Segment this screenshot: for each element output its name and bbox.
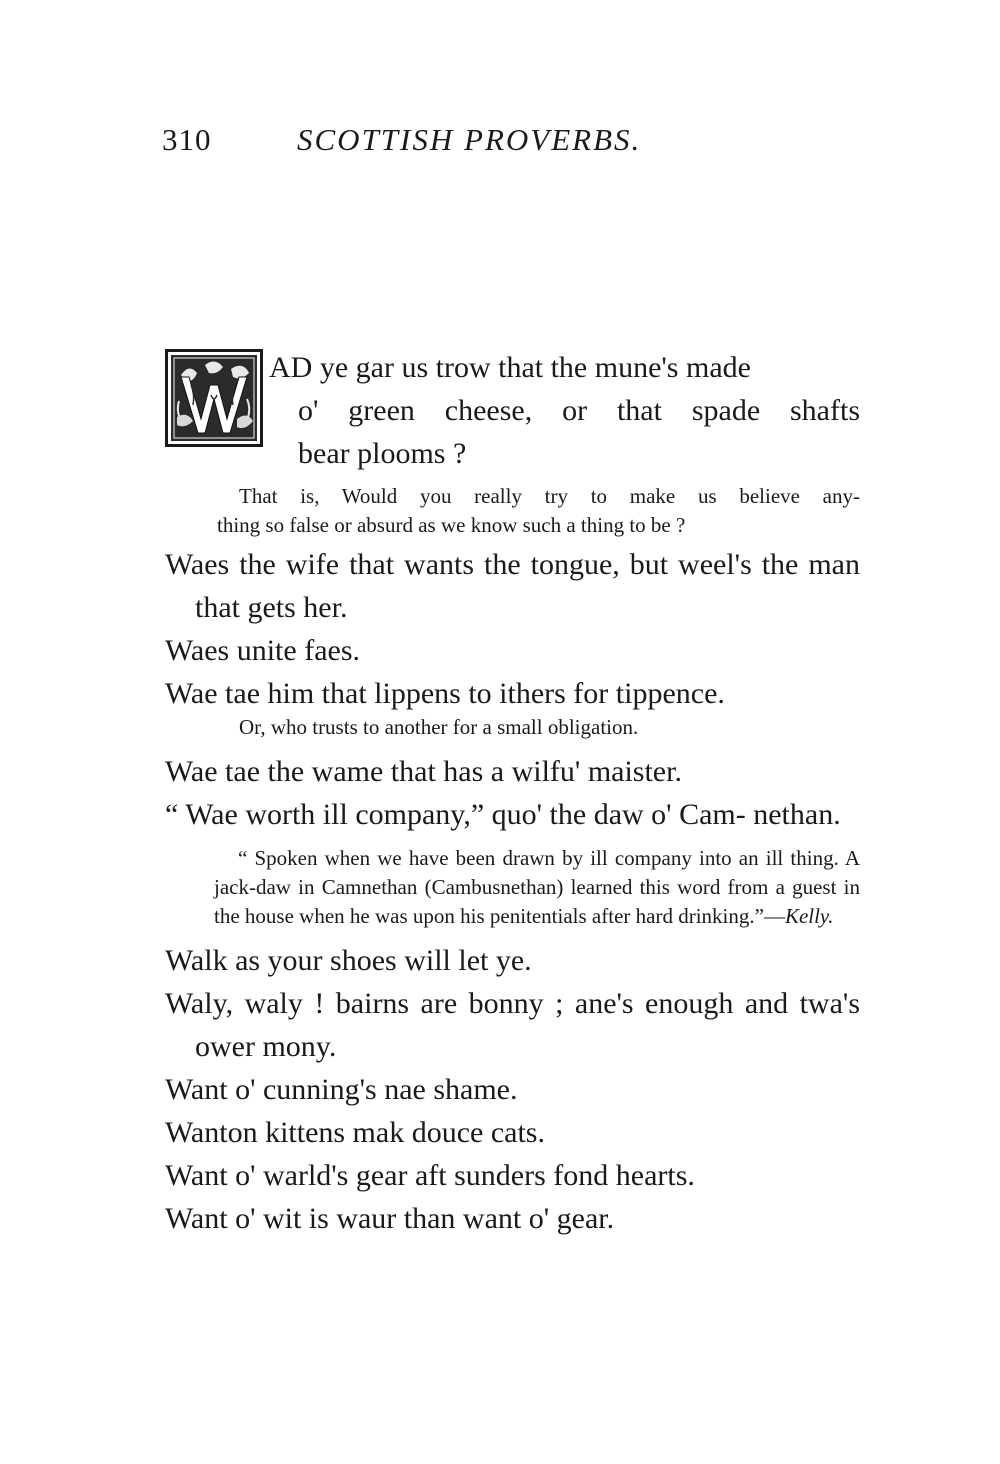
proverb-item: Want o' cunning's nae shame. xyxy=(165,1073,518,1106)
page-header xyxy=(162,122,862,170)
footnote-explanation: Or, who trusts to another for a small obligation. xyxy=(239,715,639,739)
proverb-item: Waes the wife that wants the tongue, but weel's the man that gets her. xyxy=(165,548,860,624)
footnote-attribution: Kelly. xyxy=(784,904,834,928)
page-body xyxy=(165,343,860,1240)
proverb-item: Waly, waly ! bairns are bonny ; ane's enough and twa's ower mony. xyxy=(165,987,860,1063)
opening-line-2: o' green cheese, or that spade shafts xyxy=(298,394,860,427)
footnote-quotation xyxy=(214,844,860,931)
proverb-item: Want o' wit is waur than want o' gear. xyxy=(165,1202,615,1235)
proverb-item: Want o' warld's gear aft sunders fond hearts. xyxy=(165,1159,695,1192)
opening-line-1: AD ye gar us trow that the mune's made xyxy=(269,351,751,384)
running-title: SCOTTISH PROVERBS. xyxy=(297,122,642,157)
proverb-item: Walk as your shoes will let ye. xyxy=(165,944,532,977)
page-number: 310 xyxy=(162,122,212,157)
proverb-item: Wae tae the wame that has a wilfu' maister. xyxy=(165,755,682,788)
proverb-item: Wanton kittens mak douce cats. xyxy=(165,1116,545,1149)
footnote-quote-text: “ Spoken when we have been drawn by ill company into an ill thing. A jack-daw in Camnethan (Cambusnethan) learned this word from a guest in the house when he was upon his penitentials after hard drinking.”— xyxy=(214,846,860,928)
drop-cap xyxy=(165,349,263,447)
footnote-line-2: thing so false or absurd as we know such a thing to be ? xyxy=(217,513,686,537)
proverb-item: Waes unite faes. xyxy=(165,634,360,667)
footnote-explanation xyxy=(217,482,860,540)
proverb-item: “ Wae worth ill company,” quo' the daw o' Cam- nethan. xyxy=(165,798,841,831)
opening-line-3: bear plooms ? xyxy=(298,437,467,470)
ornamental-drop-cap-w-icon xyxy=(171,355,257,441)
opening-proverb xyxy=(165,343,860,470)
proverb-item: Wae tae him that lippens to ithers for tippence. xyxy=(165,677,725,710)
footnote-line-1: That is, Would you really try to make us believe any- xyxy=(239,484,860,508)
